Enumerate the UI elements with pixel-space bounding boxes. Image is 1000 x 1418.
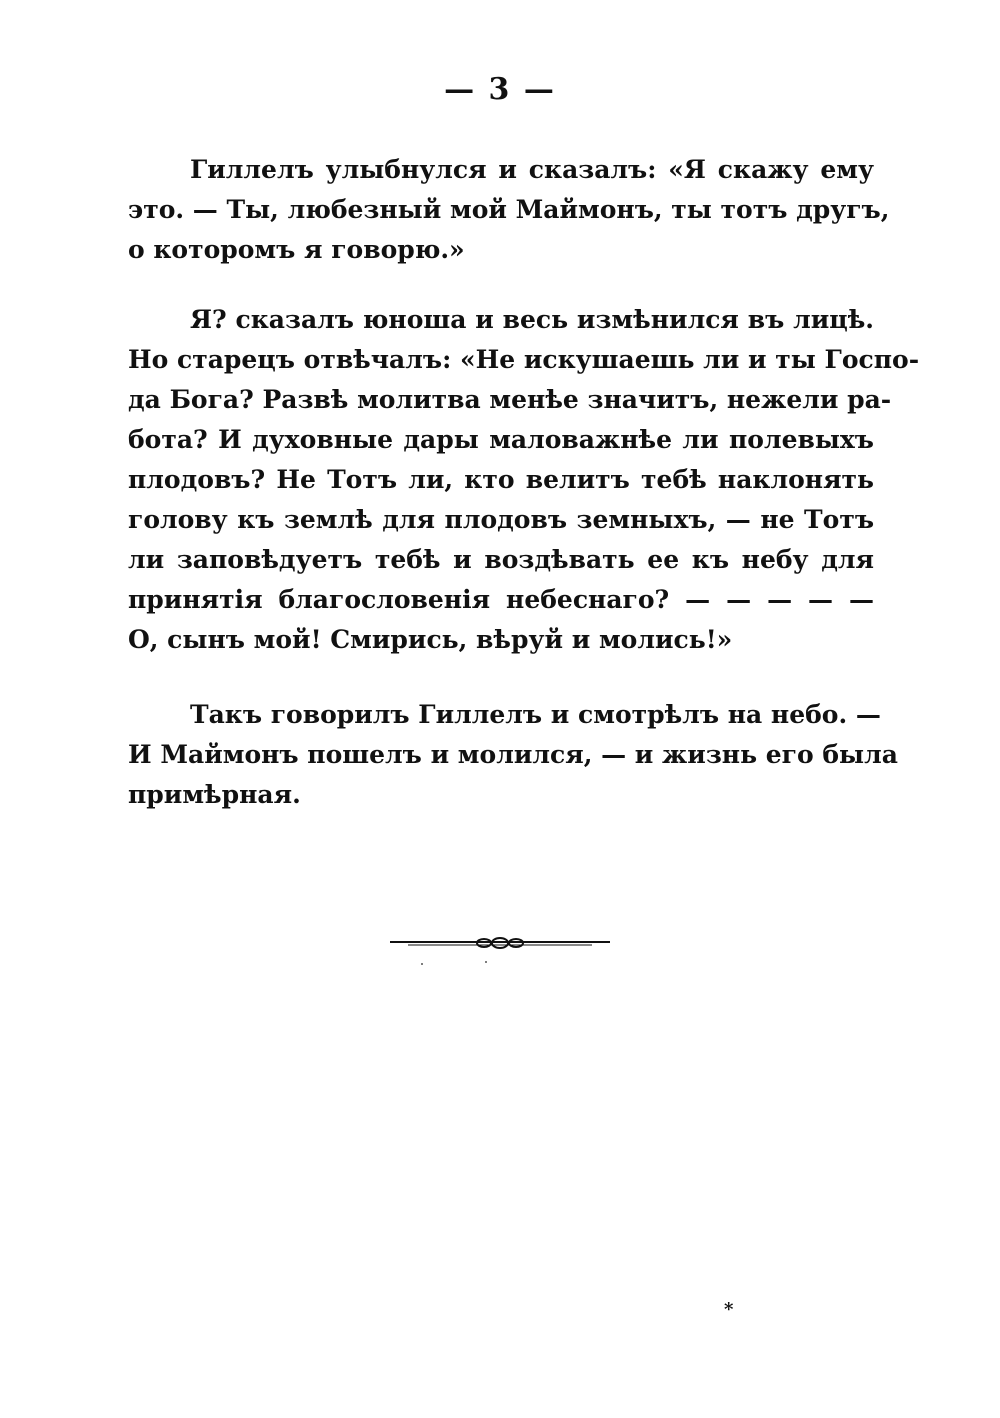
text-line: Но старецъ отвѣчалъ: «Не искушаешь ли и ты Госпо- (128, 345, 920, 374)
page-number: — 3 — (444, 72, 556, 107)
text-line: Такъ говорилъ Гиллелъ и смотрѣлъ на небо. — (190, 700, 881, 729)
paragraph-3 (128, 695, 898, 815)
text-line: ли заповѣдуетъ тебѣ и воздѣвать ее къ небу для (128, 545, 874, 574)
paragraph-1 (128, 150, 890, 270)
text-line: плодовъ? Не Тотъ ли, кто велитъ тебѣ наклонять (128, 465, 874, 494)
text-line: Гиллелъ улыбнулся и сказалъ: «Я скажу ему (190, 155, 874, 184)
text-line: примѣрная. (128, 780, 301, 809)
text-line: О, сынъ мой! Смирись, вѣруй и молись!» (128, 625, 733, 654)
decorative-rule-icon (388, 928, 612, 968)
text-line: это. — Ты, любезный мой Маймонъ, ты тотъ другъ, (128, 195, 890, 224)
text-line: голову къ землѣ для плодовъ земныхъ, — не Тотъ (128, 505, 874, 534)
paragraph-2 (128, 300, 920, 660)
text-line: принятія благословенія небеснаго? — — — — — (128, 585, 874, 614)
text-line: о которомъ я говорю.» (128, 235, 465, 264)
text-line: бота? И духовные дары маловажнѣе ли полевыхъ (128, 425, 874, 454)
text-line: Я? сказалъ юноша и весь измѣнился въ лицѣ. (190, 305, 874, 334)
text-line: да Бога? Развѣ молитва менѣе значитъ, нежели ра- (128, 385, 892, 414)
text-line: И Маймонъ пошелъ и молился, — и жизнь его была (128, 740, 898, 769)
asterisk-speck-icon: * (724, 1299, 734, 1320)
